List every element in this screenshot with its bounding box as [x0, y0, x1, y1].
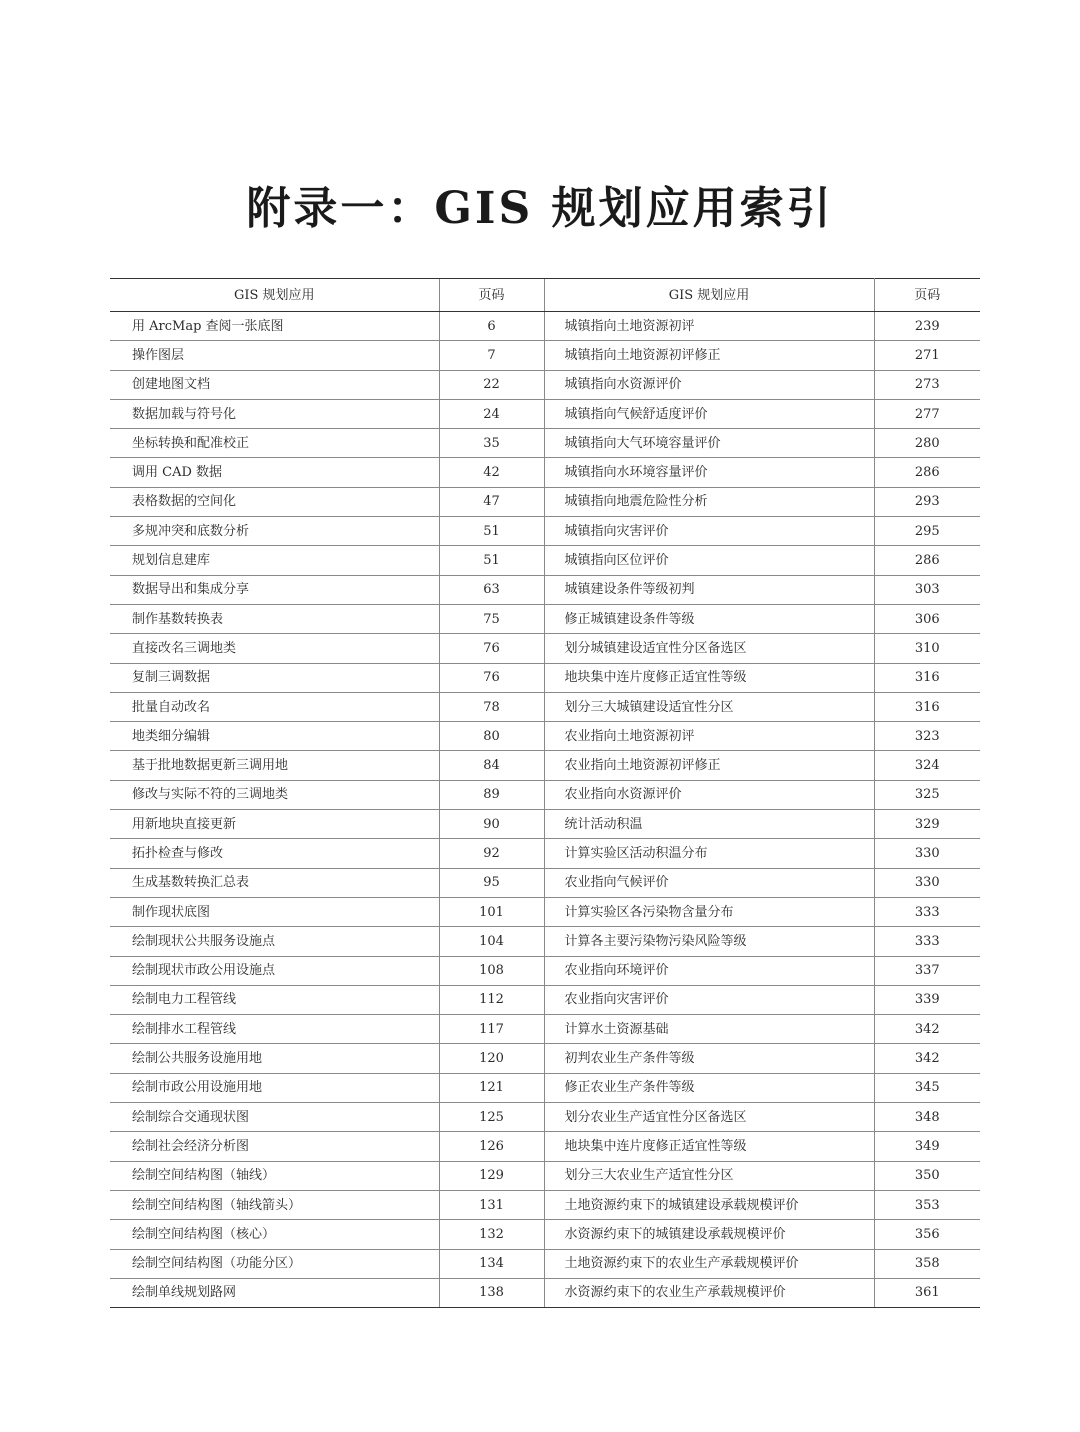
left-page-number: 22	[439, 370, 544, 399]
right-page-number: 239	[874, 312, 980, 341]
right-app-name: 城镇指向气候舒适度评价	[544, 399, 874, 428]
table-row	[110, 458, 980, 487]
left-page-number: 35	[439, 429, 544, 458]
left-page-number: 126	[439, 1132, 544, 1161]
left-page-number: 80	[439, 722, 544, 751]
right-page-number: 325	[874, 780, 980, 809]
table-row	[110, 312, 980, 341]
table-row	[110, 868, 980, 897]
right-app-name: 农业指向气候评价	[544, 868, 874, 897]
left-page-number: 92	[439, 839, 544, 868]
right-page-number: 316	[874, 692, 980, 721]
left-app-name: 操作图层	[110, 341, 439, 370]
table-row	[110, 927, 980, 956]
right-page-number: 345	[874, 1073, 980, 1102]
right-app-name: 土地资源约束下的城镇建设承载规模评价	[544, 1190, 874, 1219]
right-app-name: 城镇指向土地资源初评修正	[544, 341, 874, 370]
right-app-name: 地块集中连片度修正适宜性等级	[544, 663, 874, 692]
left-app-name: 数据导出和集成分享	[110, 575, 439, 604]
table-row	[110, 722, 980, 751]
right-app-name: 农业指向水资源评价	[544, 780, 874, 809]
table-row	[110, 1132, 980, 1161]
right-page-number: 342	[874, 1015, 980, 1044]
right-app-name: 统计活动积温	[544, 810, 874, 839]
left-app-name: 绘制空间结构图（功能分区）	[110, 1249, 439, 1278]
left-page-number: 51	[439, 517, 544, 546]
left-app-name: 用新地块直接更新	[110, 810, 439, 839]
right-page-number: 316	[874, 663, 980, 692]
table-row	[110, 634, 980, 663]
index-table-container	[110, 278, 980, 1308]
right-page-number: 361	[874, 1278, 980, 1307]
left-app-name: 绘制排水工程管线	[110, 1015, 439, 1044]
right-page-number: 310	[874, 634, 980, 663]
table-row	[110, 751, 980, 780]
left-app-name: 生成基数转换汇总表	[110, 868, 439, 897]
right-app-name: 农业指向土地资源初评修正	[544, 751, 874, 780]
left-app-name: 绘制空间结构图（轴线）	[110, 1161, 439, 1190]
right-app-name: 城镇指向大气环境容量评价	[544, 429, 874, 458]
left-page-number: 63	[439, 575, 544, 604]
left-app-name: 绘制综合交通现状图	[110, 1103, 439, 1132]
header-page-left: 页码	[439, 279, 544, 312]
right-page-number: 349	[874, 1132, 980, 1161]
left-app-name: 制作现状底图	[110, 897, 439, 926]
left-app-name: 绘制空间结构图（核心）	[110, 1220, 439, 1249]
page-title: 附录一：GIS 规划应用索引	[246, 183, 834, 234]
left-app-name: 直接改名三调地类	[110, 634, 439, 663]
left-app-name: 绘制空间结构图（轴线箭头）	[110, 1190, 439, 1219]
left-page-number: 117	[439, 1015, 544, 1044]
table-row	[110, 839, 980, 868]
right-app-name: 城镇指向水资源评价	[544, 370, 874, 399]
right-app-name: 城镇指向水环境容量评价	[544, 458, 874, 487]
left-page-number: 24	[439, 399, 544, 428]
table-row	[110, 956, 980, 985]
right-app-name: 城镇指向灾害评价	[544, 517, 874, 546]
table-row	[110, 575, 980, 604]
left-app-name: 拓扑检查与修改	[110, 839, 439, 868]
right-app-name: 水资源约束下的城镇建设承载规模评价	[544, 1220, 874, 1249]
header-app-name-right: GIS 规划应用	[544, 279, 874, 312]
table-row	[110, 985, 980, 1014]
left-app-name: 绘制社会经济分析图	[110, 1132, 439, 1161]
left-page-number: 120	[439, 1044, 544, 1073]
table-row	[110, 1278, 980, 1307]
left-page-number: 131	[439, 1190, 544, 1219]
left-page-number: 76	[439, 663, 544, 692]
left-page-number: 75	[439, 604, 544, 633]
left-page-number: 138	[439, 1278, 544, 1307]
right-page-number: 271	[874, 341, 980, 370]
right-page-number: 324	[874, 751, 980, 780]
left-page-number: 121	[439, 1073, 544, 1102]
left-page-number: 95	[439, 868, 544, 897]
table-row	[110, 1044, 980, 1073]
table-row	[110, 1249, 980, 1278]
left-page-number: 90	[439, 810, 544, 839]
left-page-number: 6	[439, 312, 544, 341]
left-page-number: 84	[439, 751, 544, 780]
table-row	[110, 517, 980, 546]
right-page-number: 303	[874, 575, 980, 604]
table-row	[110, 1161, 980, 1190]
right-page-number: 323	[874, 722, 980, 751]
right-page-number: 350	[874, 1161, 980, 1190]
right-app-name: 城镇指向区位评价	[544, 546, 874, 575]
right-page-number: 330	[874, 839, 980, 868]
right-page-number: 273	[874, 370, 980, 399]
left-page-number: 132	[439, 1220, 544, 1249]
right-app-name: 划分三大农业生产适宜性分区	[544, 1161, 874, 1190]
right-page-number: 333	[874, 897, 980, 926]
right-app-name: 城镇建设条件等级初判	[544, 575, 874, 604]
left-page-number: 125	[439, 1103, 544, 1132]
right-app-name: 划分三大城镇建设适宜性分区	[544, 692, 874, 721]
left-app-name: 批量自动改名	[110, 692, 439, 721]
right-app-name: 计算水土资源基础	[544, 1015, 874, 1044]
right-app-name: 划分农业生产适宜性分区备选区	[544, 1103, 874, 1132]
right-page-number: 339	[874, 985, 980, 1014]
right-page-number: 277	[874, 399, 980, 428]
header-page-right: 页码	[874, 279, 980, 312]
right-app-name: 修正农业生产条件等级	[544, 1073, 874, 1102]
left-page-number: 101	[439, 897, 544, 926]
left-page-number: 47	[439, 487, 544, 516]
left-app-name: 绘制现状公共服务设施点	[110, 927, 439, 956]
left-page-number: 76	[439, 634, 544, 663]
left-app-name: 创建地图文档	[110, 370, 439, 399]
left-page-number: 129	[439, 1161, 544, 1190]
left-app-name: 绘制现状市政公用设施点	[110, 956, 439, 985]
right-app-name: 地块集中连片度修正适宜性等级	[544, 1132, 874, 1161]
right-app-name: 计算各主要污染物污染风险等级	[544, 927, 874, 956]
left-app-name: 修改与实际不符的三调地类	[110, 780, 439, 809]
right-app-name: 城镇指向土地资源初评	[544, 312, 874, 341]
left-page-number: 104	[439, 927, 544, 956]
left-page-number: 51	[439, 546, 544, 575]
table-row	[110, 1073, 980, 1102]
left-app-name: 表格数据的空间化	[110, 487, 439, 516]
table-header-row	[110, 279, 980, 312]
right-app-name: 修正城镇建设条件等级	[544, 604, 874, 633]
table-row	[110, 897, 980, 926]
left-page-number: 108	[439, 956, 544, 985]
right-page-number: 348	[874, 1103, 980, 1132]
left-app-name: 调用 CAD 数据	[110, 458, 439, 487]
right-page-number: 286	[874, 458, 980, 487]
table-row	[110, 1220, 980, 1249]
table-row	[110, 1190, 980, 1219]
right-app-name: 计算实验区各污染物含量分布	[544, 897, 874, 926]
right-page-number: 295	[874, 517, 980, 546]
right-app-name: 初判农业生产条件等级	[544, 1044, 874, 1073]
right-app-name: 土地资源约束下的农业生产承载规模评价	[544, 1249, 874, 1278]
right-app-name: 划分城镇建设适宜性分区备选区	[544, 634, 874, 663]
right-page-number: 286	[874, 546, 980, 575]
right-page-number: 333	[874, 927, 980, 956]
left-app-name: 多规冲突和底数分析	[110, 517, 439, 546]
right-page-number: 330	[874, 868, 980, 897]
left-app-name: 绘制公共服务设施用地	[110, 1044, 439, 1073]
right-app-name: 农业指向灾害评价	[544, 985, 874, 1014]
left-app-name: 用 ArcMap 查阅一张底图	[110, 312, 439, 341]
table-body	[110, 312, 980, 1308]
left-page-number: 78	[439, 692, 544, 721]
left-page-number: 42	[439, 458, 544, 487]
left-app-name: 地类细分编辑	[110, 722, 439, 751]
table-row	[110, 546, 980, 575]
table-row	[110, 663, 980, 692]
left-app-name: 坐标转换和配准校正	[110, 429, 439, 458]
left-app-name: 制作基数转换表	[110, 604, 439, 633]
right-page-number: 337	[874, 956, 980, 985]
right-page-number: 293	[874, 487, 980, 516]
table-row	[110, 370, 980, 399]
table-row	[110, 780, 980, 809]
right-page-number: 306	[874, 604, 980, 633]
left-app-name: 绘制市政公用设施用地	[110, 1073, 439, 1102]
table-row	[110, 1015, 980, 1044]
table-row	[110, 604, 980, 633]
left-app-name: 复制三调数据	[110, 663, 439, 692]
table-row	[110, 341, 980, 370]
right-page-number: 356	[874, 1220, 980, 1249]
table-row	[110, 1103, 980, 1132]
left-app-name: 绘制单线规划路网	[110, 1278, 439, 1307]
table-row	[110, 692, 980, 721]
table-row	[110, 429, 980, 458]
right-page-number: 280	[874, 429, 980, 458]
right-page-number: 358	[874, 1249, 980, 1278]
index-table	[110, 278, 980, 1308]
left-page-number: 134	[439, 1249, 544, 1278]
left-app-name: 数据加载与符号化	[110, 399, 439, 428]
left-page-number: 89	[439, 780, 544, 809]
left-app-name: 规划信息建库	[110, 546, 439, 575]
left-page-number: 112	[439, 985, 544, 1014]
table-row	[110, 810, 980, 839]
left-page-number: 7	[439, 341, 544, 370]
left-app-name: 绘制电力工程管线	[110, 985, 439, 1014]
right-app-name: 城镇指向地震危险性分析	[544, 487, 874, 516]
left-app-name: 基于批地数据更新三调用地	[110, 751, 439, 780]
table-row	[110, 487, 980, 516]
right-app-name: 水资源约束下的农业生产承载规模评价	[544, 1278, 874, 1307]
right-app-name: 农业指向环境评价	[544, 956, 874, 985]
right-page-number: 353	[874, 1190, 980, 1219]
table-row	[110, 399, 980, 428]
right-app-name: 农业指向土地资源初评	[544, 722, 874, 751]
right-page-number: 342	[874, 1044, 980, 1073]
header-app-name-left: GIS 规划应用	[110, 279, 439, 312]
right-page-number: 329	[874, 810, 980, 839]
right-app-name: 计算实验区活动积温分布	[544, 839, 874, 868]
